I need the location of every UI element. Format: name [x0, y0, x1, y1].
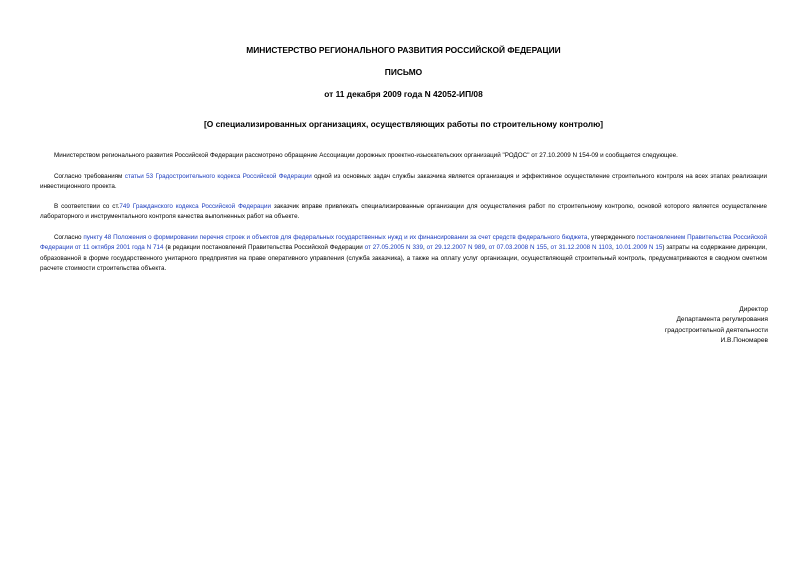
paragraph-2: [40, 172, 767, 193]
link-redakciya-2005-339[interactable]: от 27.05.2005 N 339: [364, 244, 423, 252]
paragraph-4-sep-3: ,: [546, 244, 551, 252]
signature-department-cont: градостроительной деятельности: [664, 326, 768, 334]
paragraph-2-text-b: одной из основных задач службы заказчика является организация и эффективное осуществление строительного контроля на всех этапах реализации инвестиционного проекта.: [40, 173, 767, 191]
paragraph-4-text-d: ) затраты на содержание дирекции, образованной в форме государственного унитарного предприятия на праве оперативного управления (служба заказчика), а также на оплату услуг организации, осуществляющей строительный контроль, предусматриваются в сводном сметном расчете стоимости строительства объекта.: [40, 244, 768, 272]
link-gradostroitelny-kodeks-st53[interactable]: статьи 53 Градостроительного кодекса Российской Федерации: [124, 173, 312, 180]
link-redakciya-2008-1103[interactable]: от 31.12.2008 N 1103: [550, 244, 612, 252]
signature-department: Департамента регулирования: [676, 316, 768, 324]
link-postanovlenie-714[interactable]: постановлением Правительства Российской Федерации от 11 октября 2001 года N 714: [40, 234, 767, 252]
ministry-title: МИНИСТЕРСТВО РЕГИОНАЛЬНОГО РАЗВИТИЯ РОССИЙСКОЙ ФЕДЕРАЦИИ: [246, 45, 561, 55]
link-redakciya-2007-989[interactable]: от 29.12.2007 N 989: [426, 244, 485, 252]
paragraph-1: [40, 151, 767, 161]
signature-name: И.В.Пономарев: [720, 337, 768, 345]
paragraph-2-text-a: Согласно требованиям: [54, 173, 125, 180]
paragraph-3-text-a: В соответствии со ст.: [54, 203, 120, 210]
signature-block: [665, 305, 768, 347]
paragraph-4-sep-4: ,: [611, 244, 616, 252]
paragraph-4-sep-1: ,: [422, 244, 427, 252]
paragraph-4-sep-2: ,: [484, 244, 489, 252]
paragraph-4-text-c: (в редакции постановлений Правительства Российской Федерации: [163, 244, 365, 252]
paragraph-3-text-b: заказчик вправе привлекать специализированные организации для осуществления работ по строительному контролю, основой которого является осуществление лабораторного и инструментального контроля качества выполненных работ на объекте.: [40, 203, 767, 221]
link-punkt-48-polozhenie[interactable]: пункту 48 Положения о формировании перечня строек и объектов для федеральных государственных нужд и их финансировании за счет средств федерального бюджета: [83, 234, 588, 241]
paragraph-3: [40, 202, 767, 223]
document-subject: [О специализированных организациях, осуществляющих работы по строительному контролю]: [203, 119, 604, 129]
paragraph-1-text: Министерством регионального развития Российской Федерации рассмотрено обращение Ассоциации дорожных проектно-изыскательских организаций "РОДОС" от 27.10.2009 N 154-09 и сообщается следующее.: [54, 152, 678, 159]
document-type: ПИСЬМО: [384, 67, 423, 77]
paragraph-4-text-a: Согласно: [54, 234, 84, 241]
paragraph-4-text-b: , утвержденного: [587, 234, 637, 241]
link-grazhdansky-kodeks-st749[interactable]: 749 Гражданского кодекса Российской Федерации: [119, 203, 272, 210]
signature-position: Директор: [739, 306, 768, 313]
link-redakciya-2009-15[interactable]: 10.01.2009 N 15: [615, 244, 663, 252]
document-date-number: от 11 декабря 2009 года N 42052-ИП/08: [324, 89, 483, 99]
link-redakciya-2008-155[interactable]: от 07.03.2008 N 155: [488, 244, 547, 252]
paragraph-4: [40, 233, 767, 274]
